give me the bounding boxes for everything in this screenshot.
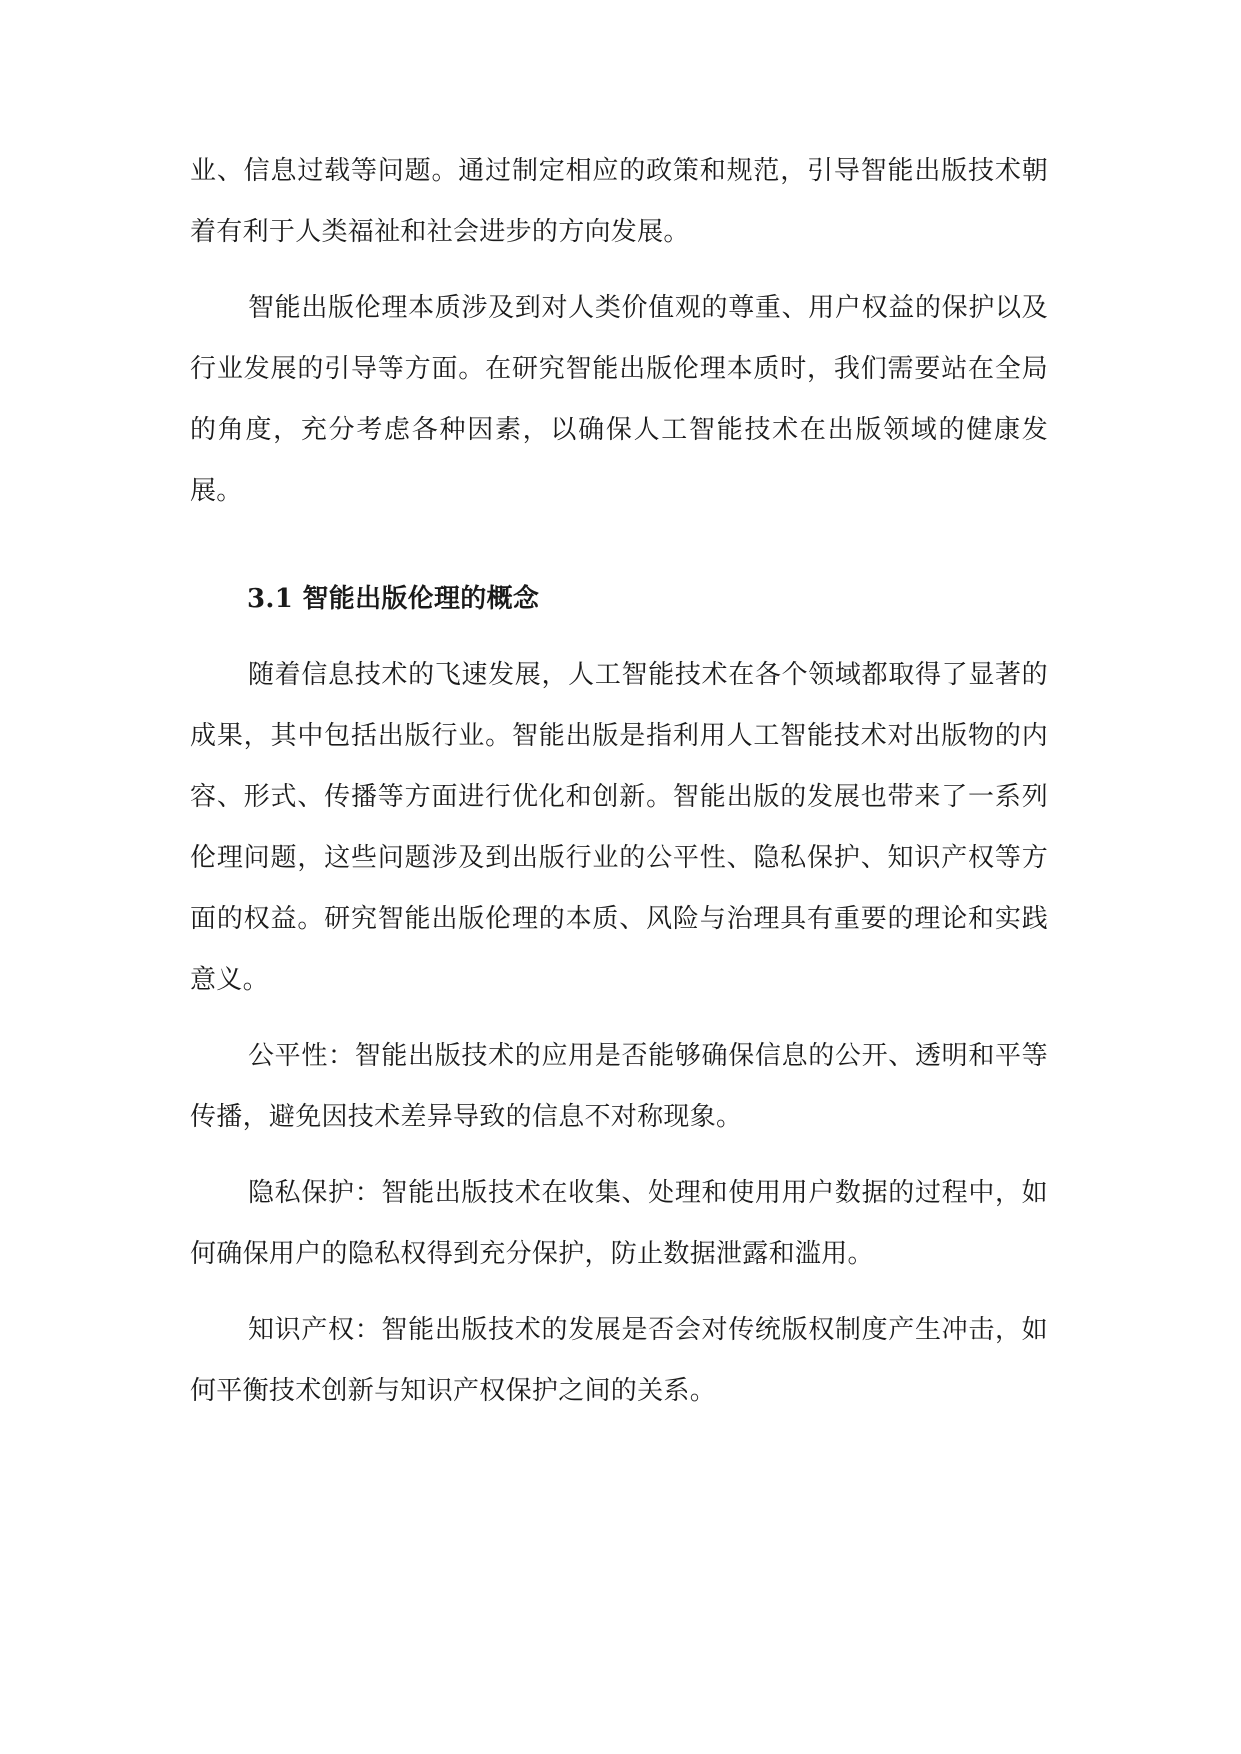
paragraph-intellectual-property: 知识产权：智能出版技术的发展是否会对传统版权制度产生冲击，如何平衡技术创新与知识产权保护之间的关系。 xyxy=(190,1315,1048,1406)
section-heading-3-1: 3.1 智能出版伦理的概念 xyxy=(247,584,540,614)
paragraph-fairness: 公平性：智能出版技术的应用是否能够确保信息的公开、透明和平等传播，避免因技术差异导致的信息不对称现象。 xyxy=(190,1041,1048,1132)
section-gap xyxy=(190,522,1048,571)
paragraph-continuation: 业、信息过载等问题。通过制定相应的政策和规范，引导智能出版技术朝着有利于人类福祉和社会进步的方向发展。 xyxy=(190,156,1048,247)
paragraph-gap xyxy=(190,1148,1048,1163)
paragraph-ethics-essence: 智能出版伦理本质涉及到对人类价值观的尊重、用户权益的保护以及行业发展的引导等方面。在研究智能出版伦理本质时，我们需要站在全局的角度，充分考虑各种因素，以确保人工智能技术在出版领域的健康发展。 xyxy=(190,293,1048,506)
paragraph-privacy: 隐私保护：智能出版技术在收集、处理和使用用户数据的过程中，如何确保用户的隐私权得到充分保护，防止数据泄露和滥用。 xyxy=(190,1178,1048,1269)
paragraph-gap xyxy=(190,1011,1048,1026)
paragraph-concept-intro: 随着信息技术的飞速发展，人工智能技术在各个领域都取得了显著的成果，其中包括出版行业。智能出版是指利用人工智能技术对出版物的内容、形式、传播等方面进行优化和创新。智能出版的发展也带来了一系列伦理问题，这些问题涉及到出版行业的公平性、隐私保护、知识产权等方面的权益。研究智能出版伦理的本质、风险与治理具有重要的理论和实践意义。 xyxy=(190,660,1048,995)
document-body xyxy=(190,141,1048,1422)
heading-gap xyxy=(190,627,1048,645)
paragraph-gap xyxy=(190,1285,1048,1300)
paragraph-gap xyxy=(190,263,1048,278)
